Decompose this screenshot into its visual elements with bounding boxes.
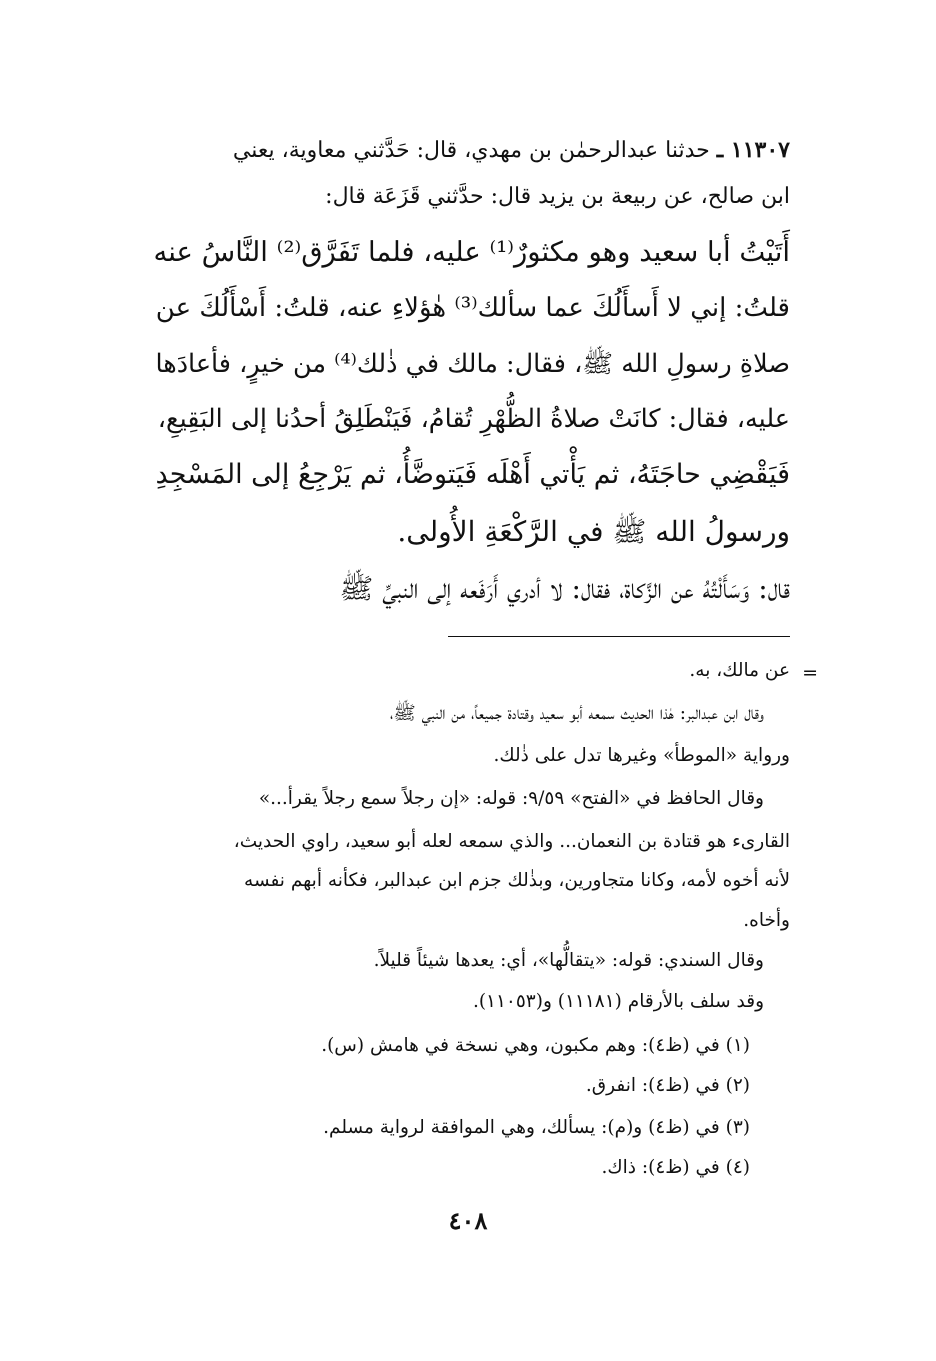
matn-line-2: قلتُ: إني لا أَسأَلُكَ عما سألك⁽³⁾ هٰؤلاءِ عنه، قلتُ: أَسْأَلُكَ عن bbox=[155, 293, 790, 323]
matn-line-3: صلاةِ رسولِ الله ﷺ، فقال: مالك في ذٰلك⁽⁴⁾ من خيرٍ، فأعادَها bbox=[155, 349, 790, 379]
matn-line-5: فَيَقْضِي حاجَتَهُ، ثم يَأْتي أَهْلَه فَيَتوضَّأُ، ثم يَرْجِعُ إلى المَسْجِدِ bbox=[155, 459, 790, 490]
footnote-4: (٤) في (ظ٤): ذاك. bbox=[601, 1157, 750, 1178]
note-line-3: ورواية «الموطأ» وغيرها تدل على ذٰلك. bbox=[493, 745, 790, 766]
matn-line-4: عليه، فقال: كانَتْ صلاةُ الظُّهْرِ تُقامُ، فَيَنْطَلِقُ أحدُنا إلى البَقِيعِ، bbox=[157, 404, 790, 434]
matn-final-line: قال: وَسَأَلْتُهُ عن الزَّكاة، فقال: لا أدري أَرَفَعه إلى النبيِّ ﷺ bbox=[339, 572, 790, 605]
page-number: ٤٠٨ bbox=[448, 1206, 488, 1235]
footnote-separator bbox=[448, 636, 790, 637]
note-line-8: وقال السندي: قوله: «يتقالُّها»، أي: يعدها شيئاً قليلاً. bbox=[373, 950, 764, 971]
note-line-4: وقال الحافظ في «الفتح» ٩/٥٩: قوله: «إن رجلاً سمع رجلاً يقرأ...» bbox=[258, 788, 764, 809]
hadith-number: ١١٣٠٧ ـ bbox=[716, 137, 790, 163]
note-line-5: القارىء هو قتادة بن النعمان... والذي سمعه لعله أبو سعيد، راوي الحديث، bbox=[233, 831, 790, 852]
note-line-9: وقد سلف بالأرقام (١١١٨١) و(١١٠٥٣). bbox=[472, 991, 764, 1012]
note-line-6: لأنه أخوه لأمه، وكانا متجاورين، وبذٰلك جزم ابن عبدالبر، فكأنه أبهم نفسه bbox=[244, 870, 790, 891]
footnote-2: (٢) في (ظ٤): انفرق. bbox=[585, 1075, 750, 1096]
isnad-line-2: ابن صالح، عن ربيعة بن يزيد قال: حدَّثني قَزَعَة قال: bbox=[325, 184, 790, 209]
continuation-mark: = bbox=[802, 662, 818, 684]
note-line-2: وقال ابن عبدالبر: هٰذا الحديث سمعه أبو سعيد وقتادة جميعاً، من النبي ﷺ، bbox=[389, 703, 764, 724]
note-line-7: وأخاه. bbox=[743, 910, 790, 931]
footnote-1: (١) في (ظ٤): وهم مكبون، وهي نسخة في هامش (س). bbox=[321, 1035, 750, 1056]
matn-line-1: أَتَيْتُ أبا سعيد وهو مكثورٌ⁽¹⁾ عليه، فلما تَفَرَّق⁽²⁾ النَّاسُ عنه bbox=[153, 236, 790, 268]
isnad-text-1: حدثنا عبدالرحمٰن بن مهدي، قال: حَدَّثني معاوية، يعني bbox=[232, 138, 710, 163]
footnote-3: (٣) في (ظ٤) و(م): يسألك، وهي الموافقة لرواية مسلم. bbox=[323, 1117, 750, 1138]
isnad-line-1 bbox=[233, 137, 790, 163]
matn-line-6: ورسولُ الله ﷺ في الرَّكْعَةِ الأُولى. bbox=[397, 515, 790, 548]
note-line-1: عن مالك، به. bbox=[689, 660, 790, 681]
